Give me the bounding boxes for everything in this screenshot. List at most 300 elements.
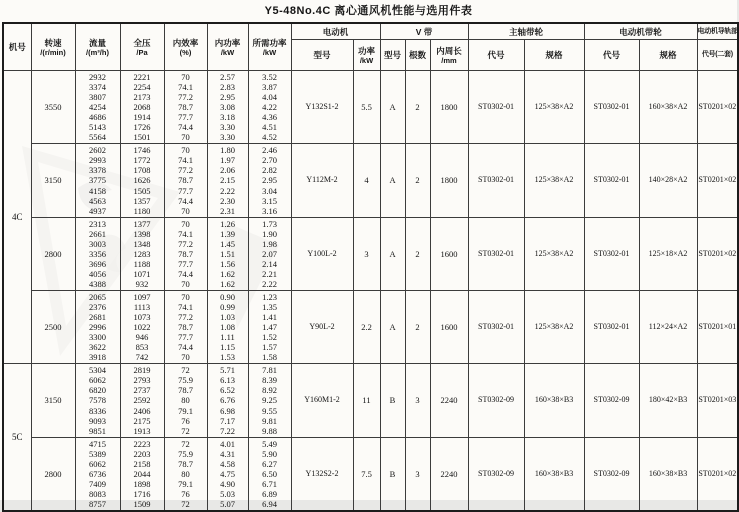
value-line: 3003 bbox=[89, 238, 106, 249]
efficiency-cell bbox=[164, 364, 207, 437]
value-line: 3300 bbox=[89, 332, 106, 343]
value-line: 70 bbox=[181, 278, 190, 289]
vbelt-model-cell: A bbox=[380, 217, 405, 290]
vbelt-length-cell: 1800 bbox=[430, 144, 468, 217]
value-line: 9.81 bbox=[262, 415, 277, 426]
value-line: 6062 bbox=[89, 375, 106, 386]
value-line: 6736 bbox=[89, 468, 106, 479]
value-line: 2173 bbox=[133, 92, 151, 103]
value-line: 6.52 bbox=[220, 385, 235, 396]
rail-code-cell: ST0201×01 bbox=[697, 290, 738, 363]
pressure-cell bbox=[120, 71, 164, 144]
value-line: 77.2 bbox=[178, 92, 193, 103]
value-line: 9.25 bbox=[262, 395, 277, 406]
value-line: 2.95 bbox=[220, 92, 235, 103]
value-line: 77.2 bbox=[178, 238, 193, 249]
value-line: 4.75 bbox=[220, 468, 235, 479]
value-line: 5.49 bbox=[262, 438, 277, 449]
value-line: 1.56 bbox=[220, 258, 235, 269]
value-line: 70 bbox=[181, 145, 190, 156]
value-line: 77.2 bbox=[178, 312, 193, 323]
value-line: 74.4 bbox=[178, 342, 193, 353]
speed-cell: 3150 bbox=[31, 144, 75, 217]
value-line: 4.52 bbox=[262, 132, 277, 143]
flow-cell bbox=[75, 364, 120, 437]
value-line: 4158 bbox=[89, 185, 106, 196]
value-line: 1726 bbox=[133, 122, 151, 133]
value-line: 6.50 bbox=[262, 468, 277, 479]
value-line: 4388 bbox=[89, 278, 106, 289]
col-header-motor-model: 型号 bbox=[291, 40, 353, 71]
value-line: 1.26 bbox=[220, 218, 235, 229]
value-line: 1398 bbox=[133, 228, 151, 239]
value-line: 77.7 bbox=[178, 258, 193, 269]
vbelt-count-cell: 2 bbox=[405, 217, 430, 290]
mpulley-code-cell: ST0302-09 bbox=[584, 364, 639, 437]
group-row bbox=[3, 144, 738, 217]
internal-power-cell bbox=[207, 217, 248, 290]
value-line: 6.89 bbox=[262, 488, 277, 499]
page-title: Y5-48No.4C 离心通风机性能与选用件表 bbox=[264, 5, 473, 17]
rail-code-cell: ST0201×02 bbox=[697, 144, 738, 217]
value-line: 1022 bbox=[133, 322, 151, 333]
machine-no-cell: 4C bbox=[3, 71, 31, 364]
value-line: 6.98 bbox=[220, 405, 235, 416]
group-header-motor-rail: 电动机导轨部 bbox=[697, 23, 738, 40]
pressure-cell bbox=[120, 217, 164, 290]
spindle-code-cell: ST0302-01 bbox=[468, 71, 524, 144]
value-line: 74.1 bbox=[178, 228, 193, 239]
col-header-spindle-spec: 规格 bbox=[524, 40, 584, 71]
value-line: 5564 bbox=[89, 132, 106, 143]
mpulley-code-cell: ST0302-09 bbox=[584, 437, 639, 511]
col-header-speed: 转速 /(r/min) bbox=[31, 23, 75, 71]
value-line: 78.7 bbox=[178, 458, 193, 469]
col-header-motor-power: 功率 /kW bbox=[353, 40, 380, 71]
required-power-cell bbox=[248, 290, 291, 363]
value-line: 1.98 bbox=[262, 238, 277, 249]
value-line: 70 bbox=[181, 132, 190, 143]
value-line: 946 bbox=[135, 332, 149, 343]
spindle-code-cell: ST0302-01 bbox=[468, 144, 524, 217]
value-line: 77.7 bbox=[178, 112, 193, 123]
value-line: 2.07 bbox=[262, 248, 277, 259]
motor-model-cell: Y112M-2 bbox=[291, 144, 353, 217]
value-line: 6820 bbox=[89, 385, 106, 396]
rail-code-cell: ST0201×02 bbox=[697, 217, 738, 290]
internal-power-cell bbox=[207, 437, 248, 511]
group-header-spindle-pulley: 主轴带轮 bbox=[468, 23, 584, 40]
value-line: 4.36 bbox=[262, 112, 277, 123]
spindle-spec-cell: 125×38×A2 bbox=[524, 144, 584, 217]
value-line: 4.31 bbox=[220, 448, 235, 459]
value-line: 4.90 bbox=[220, 478, 235, 489]
value-line: 1180 bbox=[133, 205, 151, 216]
col-header-pressure: 全压 /Pa bbox=[120, 23, 164, 71]
value-line: 1.08 bbox=[220, 322, 235, 333]
rail-code-cell: ST0201×03 bbox=[697, 364, 738, 437]
value-line: 2.21 bbox=[262, 268, 277, 279]
motor-model-cell: Y132S2-2 bbox=[291, 437, 353, 511]
value-line: 72 bbox=[181, 365, 190, 376]
value-line: 3.04 bbox=[262, 185, 277, 196]
motor-power-cell: 7.5 bbox=[353, 437, 380, 511]
spindle-spec-cell: 125×38×A2 bbox=[524, 71, 584, 144]
value-line: 3.18 bbox=[220, 112, 235, 123]
value-line: 76 bbox=[181, 488, 190, 499]
efficiency-cell bbox=[164, 71, 207, 144]
spindle-code-cell: ST0302-09 bbox=[468, 364, 524, 437]
vbelt-length-cell: 1600 bbox=[430, 217, 468, 290]
col-header-mpulley-spec: 规格 bbox=[639, 40, 697, 71]
value-line: 1.15 bbox=[220, 342, 235, 353]
value-line: 76 bbox=[181, 415, 190, 426]
machine-no-cell: 5C bbox=[3, 364, 31, 511]
flow-cell bbox=[75, 290, 120, 363]
vbelt-model-cell: B bbox=[380, 437, 405, 511]
value-line: 4.22 bbox=[262, 102, 277, 113]
value-line: 2175 bbox=[133, 415, 151, 426]
value-line: 1071 bbox=[133, 268, 151, 279]
value-line: 2223 bbox=[133, 438, 151, 449]
mpulley-spec-cell: 112×24×A2 bbox=[639, 290, 697, 363]
value-line: 2313 bbox=[89, 218, 106, 229]
value-line: 3918 bbox=[89, 352, 106, 363]
value-line: 2592 bbox=[133, 395, 151, 406]
value-line: 9851 bbox=[89, 425, 106, 436]
value-line: 2376 bbox=[89, 302, 106, 313]
value-line: 1357 bbox=[133, 195, 151, 206]
value-line: 2406 bbox=[133, 405, 151, 416]
spindle-code-cell: ST0302-01 bbox=[468, 290, 524, 363]
value-line: 2932 bbox=[89, 72, 106, 82]
value-line: 0.90 bbox=[220, 291, 235, 302]
value-line: 3356 bbox=[89, 248, 106, 259]
value-line: 2.70 bbox=[262, 155, 277, 166]
internal-power-cell bbox=[207, 364, 248, 437]
value-line: 1073 bbox=[133, 312, 151, 323]
value-line: 2.83 bbox=[220, 82, 235, 93]
rail-code-cell: ST0201×02 bbox=[697, 71, 738, 144]
value-line: 2661 bbox=[89, 228, 106, 239]
speed-cell: 2800 bbox=[31, 437, 75, 511]
mpulley-spec-cell: 140×28×A2 bbox=[639, 144, 697, 217]
value-line: 7409 bbox=[89, 478, 106, 489]
value-line: 74.4 bbox=[178, 268, 193, 279]
mpulley-spec-cell: 160×38×A2 bbox=[639, 71, 697, 144]
value-line: 3.30 bbox=[220, 132, 235, 143]
value-line: 3.08 bbox=[220, 102, 235, 113]
value-line: 1.35 bbox=[262, 302, 277, 313]
value-line: 1913 bbox=[133, 425, 151, 436]
pressure-cell bbox=[120, 144, 164, 217]
group-header-vbelt: V 带 bbox=[380, 23, 468, 40]
value-line: 2.06 bbox=[220, 165, 235, 176]
value-line: 1.47 bbox=[262, 322, 277, 333]
col-header-required-power: 所需功率 /kW bbox=[248, 23, 291, 71]
pressure-cell bbox=[120, 364, 164, 437]
value-line: 2993 bbox=[89, 155, 106, 166]
value-line: 0.99 bbox=[220, 302, 235, 313]
spindle-spec-cell: 125×38×A2 bbox=[524, 217, 584, 290]
value-line: 1.57 bbox=[262, 342, 277, 353]
vbelt-count-cell: 2 bbox=[405, 71, 430, 144]
value-line: 2.46 bbox=[262, 145, 277, 156]
value-line: 7.22 bbox=[220, 425, 235, 436]
mpulley-spec-cell: 125×18×A2 bbox=[639, 217, 697, 290]
value-line: 1348 bbox=[133, 238, 151, 249]
value-line: 1.73 bbox=[262, 218, 277, 229]
value-line: 932 bbox=[135, 278, 149, 289]
value-line: 5304 bbox=[89, 365, 106, 376]
value-line: 4.58 bbox=[220, 458, 235, 469]
mpulley-code-cell: ST0302-01 bbox=[584, 217, 639, 290]
value-line: 3374 bbox=[89, 82, 106, 93]
efficiency-cell bbox=[164, 144, 207, 217]
pressure-cell bbox=[120, 290, 164, 363]
value-line: 3.87 bbox=[262, 82, 277, 93]
value-line: 4.01 bbox=[220, 438, 235, 449]
motor-power-cell: 2.2 bbox=[353, 290, 380, 363]
value-line: 2203 bbox=[133, 448, 151, 459]
value-line: 2996 bbox=[89, 322, 106, 333]
value-line: 6.27 bbox=[262, 458, 277, 469]
value-line: 70 bbox=[181, 72, 190, 82]
motor-power-cell: 11 bbox=[353, 364, 380, 437]
mpulley-code-cell: ST0302-01 bbox=[584, 144, 639, 217]
value-line: 4563 bbox=[89, 195, 106, 206]
spindle-spec-cell: 160×38×B3 bbox=[524, 437, 584, 511]
value-line: 80 bbox=[181, 468, 190, 479]
group-row bbox=[3, 71, 738, 144]
value-line: 1772 bbox=[133, 155, 151, 166]
value-line: 2.95 bbox=[262, 175, 277, 186]
value-line: 2.57 bbox=[220, 72, 235, 82]
col-header-spindle-code: 代号 bbox=[468, 40, 524, 71]
value-line: 2.22 bbox=[262, 278, 277, 289]
col-header-mpulley-code: 代号 bbox=[584, 40, 639, 71]
speed-cell: 2800 bbox=[31, 217, 75, 290]
value-line: 77.2 bbox=[178, 165, 193, 176]
vbelt-length-cell: 2240 bbox=[430, 437, 468, 511]
value-line: 1.41 bbox=[262, 312, 277, 323]
value-line: 7578 bbox=[89, 395, 106, 406]
value-line: 8.92 bbox=[262, 385, 277, 396]
required-power-cell bbox=[248, 71, 291, 144]
value-line: 9.88 bbox=[262, 425, 277, 436]
speed-cell: 3550 bbox=[31, 71, 75, 144]
value-line: 70 bbox=[181, 218, 190, 229]
mpulley-code-cell: ST0302-01 bbox=[584, 290, 639, 363]
value-line: 1.51 bbox=[220, 248, 235, 259]
value-line: 2.15 bbox=[220, 175, 235, 186]
value-line: 2065 bbox=[89, 291, 106, 302]
value-line: 742 bbox=[135, 352, 149, 363]
col-header-machine-no: 机号 bbox=[3, 23, 31, 71]
efficiency-cell bbox=[164, 217, 207, 290]
value-line: 4.04 bbox=[262, 92, 277, 103]
motor-power-cell: 4 bbox=[353, 144, 380, 217]
value-line: 1.03 bbox=[220, 312, 235, 323]
value-line: 8083 bbox=[89, 488, 106, 499]
value-line: 75.9 bbox=[178, 375, 193, 386]
motor-power-cell: 3 bbox=[353, 217, 380, 290]
mpulley-code-cell: ST0302-01 bbox=[584, 71, 639, 144]
col-header-vbelt-model: 型号 bbox=[380, 40, 405, 71]
value-line: 7.81 bbox=[262, 365, 277, 376]
value-line: 1501 bbox=[133, 132, 151, 143]
group-row bbox=[3, 364, 738, 437]
value-line: 2221 bbox=[133, 72, 151, 82]
motor-model-cell: Y160M1-2 bbox=[291, 364, 353, 437]
value-line: 1708 bbox=[133, 165, 151, 176]
col-header-vbelt-length: 内周长 /mm bbox=[430, 40, 468, 71]
vbelt-count-cell: 2 bbox=[405, 144, 430, 217]
motor-model-cell: Y100L-2 bbox=[291, 217, 353, 290]
spindle-spec-cell: 160×38×B3 bbox=[524, 364, 584, 437]
mpulley-spec-cell: 160×38×B3 bbox=[639, 437, 697, 511]
group-row bbox=[3, 217, 738, 290]
value-line: 2254 bbox=[133, 82, 151, 93]
value-line: 79.1 bbox=[178, 478, 193, 489]
value-line: 8336 bbox=[89, 405, 106, 416]
value-line: 1914 bbox=[133, 112, 151, 123]
vbelt-count-cell: 3 bbox=[405, 437, 430, 511]
value-line: 1626 bbox=[133, 175, 151, 186]
efficiency-cell bbox=[164, 290, 207, 363]
vbelt-length-cell: 2240 bbox=[430, 364, 468, 437]
fan-spec-table bbox=[2, 22, 739, 512]
value-line: 6.76 bbox=[220, 395, 235, 406]
vbelt-length-cell: 1600 bbox=[430, 290, 468, 363]
value-line: 2681 bbox=[89, 312, 106, 323]
value-line: 4056 bbox=[89, 268, 106, 279]
value-line: 1746 bbox=[133, 145, 151, 156]
value-line: 1188 bbox=[133, 258, 151, 269]
value-line: 7.17 bbox=[220, 415, 235, 426]
internal-power-cell bbox=[207, 144, 248, 217]
value-line: 5143 bbox=[89, 122, 106, 133]
speed-cell: 3150 bbox=[31, 364, 75, 437]
spindle-spec-cell: 125×38×A2 bbox=[524, 290, 584, 363]
value-line: 2819 bbox=[133, 365, 151, 376]
vbelt-count-cell: 3 bbox=[405, 364, 430, 437]
value-line: 3622 bbox=[89, 342, 106, 353]
value-line: 2.30 bbox=[220, 195, 235, 206]
col-header-internal-power: 内功率 /kW bbox=[207, 23, 248, 71]
value-line: 4254 bbox=[89, 102, 106, 113]
value-line: 3775 bbox=[89, 175, 106, 186]
spindle-code-cell: ST0302-01 bbox=[468, 217, 524, 290]
value-line: 1509 bbox=[133, 498, 151, 509]
group-header-motor: 电动机 bbox=[291, 23, 380, 40]
value-line: 6.13 bbox=[220, 375, 235, 386]
value-line: 75.9 bbox=[178, 448, 193, 459]
value-line: 5.90 bbox=[262, 448, 277, 459]
value-line: 4937 bbox=[89, 205, 106, 216]
flow-cell bbox=[75, 144, 120, 217]
group-row bbox=[3, 290, 738, 363]
value-line: 74.1 bbox=[178, 155, 193, 166]
value-line: 1.39 bbox=[220, 228, 235, 239]
motor-model-cell: Y132S1-2 bbox=[291, 71, 353, 144]
value-line: 1.58 bbox=[262, 352, 277, 363]
group-row bbox=[3, 437, 738, 511]
required-power-cell bbox=[248, 437, 291, 511]
value-line: 2.82 bbox=[262, 165, 277, 176]
value-line: 74.4 bbox=[178, 122, 193, 133]
pressure-cell bbox=[120, 437, 164, 511]
value-line: 853 bbox=[135, 342, 149, 353]
value-line: 1716 bbox=[133, 488, 151, 499]
value-line: 70 bbox=[181, 291, 190, 302]
speed-cell: 2500 bbox=[31, 290, 75, 363]
value-line: 1.52 bbox=[262, 332, 277, 343]
vbelt-length-cell: 1800 bbox=[430, 71, 468, 144]
value-line: 5389 bbox=[89, 448, 106, 459]
value-line: 1.11 bbox=[220, 332, 235, 343]
value-line: 3.15 bbox=[262, 195, 277, 206]
value-line: 6.71 bbox=[262, 478, 277, 489]
internal-power-cell bbox=[207, 71, 248, 144]
value-line: 3807 bbox=[89, 92, 106, 103]
value-line: 6062 bbox=[89, 458, 106, 469]
value-line: 1.90 bbox=[262, 228, 277, 239]
value-line: 3.30 bbox=[220, 122, 235, 133]
required-power-cell bbox=[248, 217, 291, 290]
vbelt-model-cell: A bbox=[380, 144, 405, 217]
mpulley-spec-cell: 180×42×B3 bbox=[639, 364, 697, 437]
value-line: 1.62 bbox=[220, 278, 235, 289]
value-line: 1898 bbox=[133, 478, 151, 489]
value-line: 4715 bbox=[89, 438, 106, 449]
value-line: 9093 bbox=[89, 415, 106, 426]
value-line: 78.7 bbox=[178, 322, 193, 333]
value-line: 3378 bbox=[89, 165, 106, 176]
value-line: 2068 bbox=[133, 102, 151, 113]
value-line: 78.7 bbox=[178, 175, 193, 186]
value-line: 74.1 bbox=[178, 302, 193, 313]
value-line: 72 bbox=[181, 425, 190, 436]
value-line: 8757 bbox=[89, 498, 106, 509]
col-header-vbelt-count: 根数 bbox=[405, 40, 430, 71]
value-line: 1.23 bbox=[262, 291, 277, 302]
value-line: 1.62 bbox=[220, 268, 235, 279]
value-line: 2737 bbox=[133, 385, 151, 396]
value-line: 78.7 bbox=[178, 385, 193, 396]
vbelt-model-cell: A bbox=[380, 71, 405, 144]
value-line: 3696 bbox=[89, 258, 106, 269]
col-header-flow: 流量 /(m³/h) bbox=[75, 23, 120, 71]
value-line: 1097 bbox=[133, 291, 151, 302]
value-line: 5.71 bbox=[220, 365, 235, 376]
internal-power-cell bbox=[207, 290, 248, 363]
vbelt-model-cell: B bbox=[380, 364, 405, 437]
value-line: 1505 bbox=[133, 185, 151, 196]
value-line: 2.14 bbox=[262, 258, 277, 269]
spindle-code-cell: ST0302-09 bbox=[468, 437, 524, 511]
value-line: 74.4 bbox=[178, 195, 193, 206]
flow-cell bbox=[75, 217, 120, 290]
value-line: 2044 bbox=[133, 468, 151, 479]
value-line: 6.94 bbox=[262, 498, 277, 509]
value-line: 3.16 bbox=[262, 205, 277, 216]
value-line: 5.07 bbox=[220, 498, 235, 509]
value-line: 1.80 bbox=[220, 145, 235, 156]
value-line: 4686 bbox=[89, 112, 106, 123]
value-line: 72 bbox=[181, 438, 190, 449]
value-line: 1.45 bbox=[220, 238, 235, 249]
